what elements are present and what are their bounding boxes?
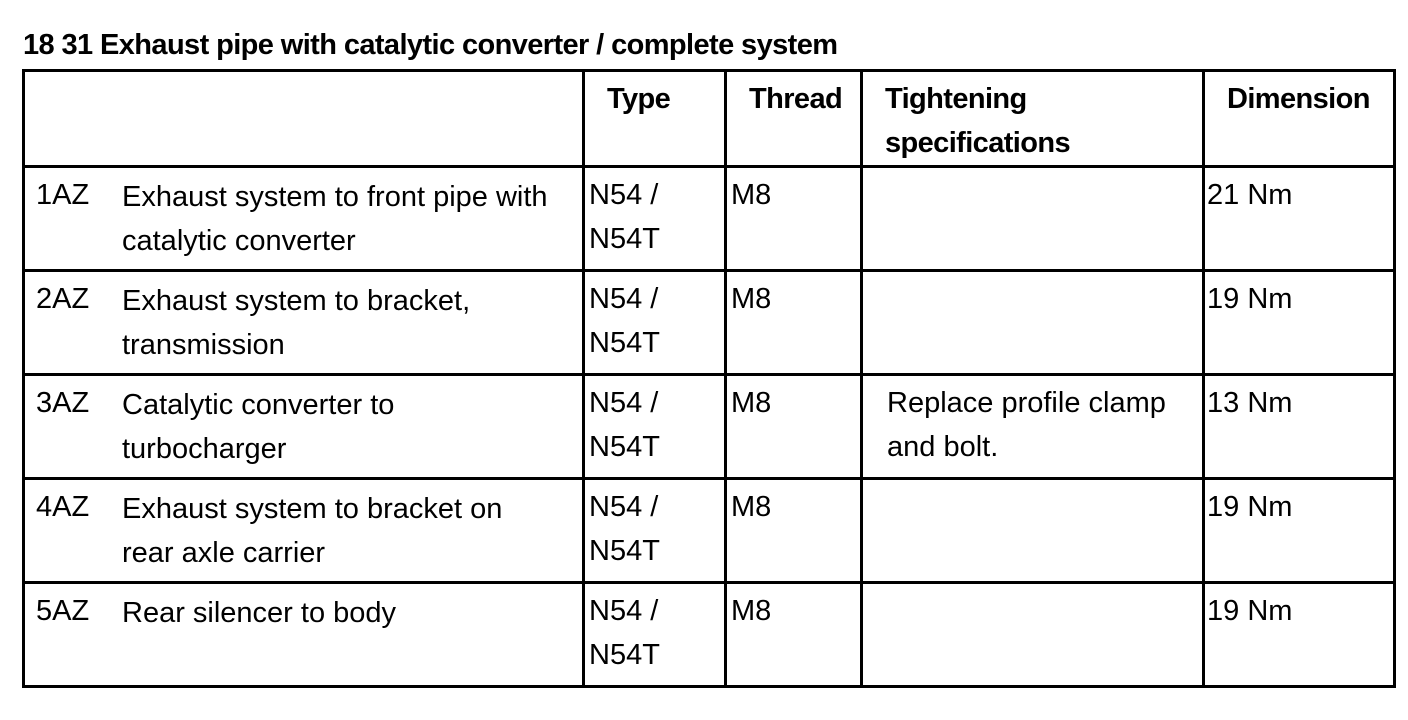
torque-spec-table: [22, 69, 1396, 688]
dimension-value: 13 Nm: [1207, 387, 1293, 419]
dimension-cell: [1204, 271, 1395, 375]
dimension-cell: [1204, 583, 1395, 687]
dimension-value: 21 Nm: [1207, 179, 1293, 211]
type-value: N54 / N54T: [589, 179, 660, 255]
tightening-value: [863, 272, 1187, 277]
tightening-cell: [862, 583, 1204, 687]
item-code: 3AZ: [36, 387, 90, 419]
type-value: N54 / N54T: [589, 595, 660, 671]
tightening-cell: [862, 479, 1204, 583]
thread-cell: [726, 375, 862, 479]
item-cell: [24, 583, 584, 687]
item-description: Catalytic converter to turbocharger: [122, 389, 395, 465]
header-dimension: [1204, 71, 1395, 167]
tightening-value: Replace profile clamp and bolt.: [887, 387, 1166, 463]
type-cell: [584, 167, 726, 271]
header-item: [24, 71, 584, 167]
document-title: 18 31 Exhaust pipe with catalytic converter / complete system: [23, 29, 838, 61]
thread-cell: [726, 479, 862, 583]
thread-cell: [726, 271, 862, 375]
table-row: [24, 375, 1395, 479]
type-cell: [584, 479, 726, 583]
tightening-cell: [862, 167, 1204, 271]
thread-value: M8: [731, 387, 772, 419]
type-cell: [584, 375, 726, 479]
type-cell: [584, 271, 726, 375]
thread-cell: [726, 583, 862, 687]
dimension-cell: [1204, 167, 1395, 271]
item-cell: [24, 167, 584, 271]
item-cell: [24, 271, 584, 375]
tightening-cell: [862, 271, 1204, 375]
thread-value: M8: [731, 179, 772, 211]
table-header-row: [24, 71, 1395, 167]
item-code: 2AZ: [36, 283, 90, 315]
thread-value: M8: [731, 283, 772, 315]
table-row: [24, 167, 1395, 271]
tightening-value: [863, 480, 1187, 485]
item-description: Rear silencer to body: [122, 597, 397, 629]
table-row: [24, 479, 1395, 583]
header-thread-label: Thread: [749, 83, 843, 115]
tightening-cell: [862, 375, 1204, 479]
header-tightening-label: Tightening specifications: [885, 83, 1070, 159]
item-code: 5AZ: [36, 595, 90, 627]
item-code: 4AZ: [36, 491, 90, 523]
header-type: [584, 71, 726, 167]
item-description: Exhaust system to bracket on rear axle carrier: [122, 493, 503, 569]
header-tightening: [862, 71, 1204, 167]
item-cell: [24, 479, 584, 583]
thread-cell: [726, 167, 862, 271]
dimension-value: 19 Nm: [1207, 491, 1293, 523]
tightening-value: [863, 584, 1187, 589]
table-row: [24, 583, 1395, 687]
thread-value: M8: [731, 595, 772, 627]
dimension-cell: [1204, 375, 1395, 479]
item-code: 1AZ: [36, 179, 90, 211]
thread-value: M8: [731, 491, 772, 523]
dimension-cell: [1204, 479, 1395, 583]
item-description: Exhaust system to front pipe with catalytic converter: [122, 181, 548, 257]
dimension-value: 19 Nm: [1207, 283, 1293, 315]
header-dimension-label: Dimension: [1227, 83, 1370, 115]
type-value: N54 / N54T: [589, 491, 660, 567]
tightening-value: [863, 168, 1187, 173]
dimension-value: 19 Nm: [1207, 595, 1293, 627]
item-description: Exhaust system to bracket, transmission: [122, 285, 471, 361]
header-type-label: Type: [607, 83, 671, 115]
header-thread: [726, 71, 862, 167]
type-cell: [584, 583, 726, 687]
type-value: N54 / N54T: [589, 283, 660, 359]
type-value: N54 / N54T: [589, 387, 660, 463]
table-row: [24, 271, 1395, 375]
item-cell: [24, 375, 584, 479]
